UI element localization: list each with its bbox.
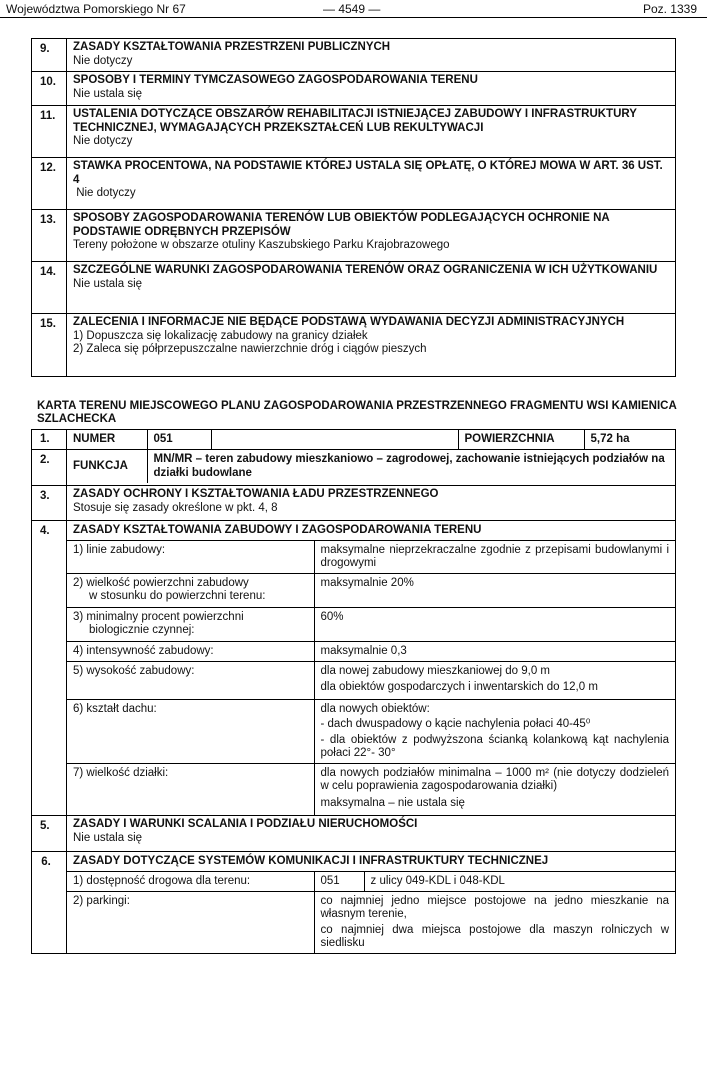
- row-number: 11.: [32, 106, 67, 158]
- row-title: ZALECENIA I INFORMACJE NIE BĘDĄCE PODSTAWĄ WYDAWANIA DECYZJI ADMINISTRACYJNYCH: [73, 316, 625, 328]
- journal-title: Województwa Pomorskiego Nr 67: [6, 2, 186, 16]
- page-number: — 4549 —: [323, 2, 381, 16]
- powierzchnia-value: 5,72 ha: [584, 430, 675, 449]
- item-value: co najmniej dwa miejsca postojowe dla maszyn rolniczych w siedlisku: [320, 923, 669, 949]
- table-row: [32, 852, 676, 954]
- table-row: [32, 430, 676, 450]
- subtable-row: [67, 661, 675, 699]
- row-title: SPOSOBY ZAGOSPODAROWANIA TERENÓW LUB OBIEKTÓW PODLEGAJĄCYCH OCHRONIE NA PODSTAWIE ODRĘBNYCH PRZEPISÓW: [73, 212, 610, 238]
- row-number: 9.: [32, 39, 67, 72]
- funkcja-label: FUNKCJA: [67, 450, 147, 483]
- item-value: maksymalne nieprzekraczalne zgodnie z przepisami budowlanymi i drogowymi: [314, 540, 675, 573]
- subtable-row: [67, 763, 675, 815]
- row-text: Nie dotyczy: [73, 54, 133, 67]
- table-row: [32, 262, 676, 314]
- row-text: 2) Zaleca się półprzepuszczalne nawierzchnie dróg i ciągów pieszych: [73, 343, 427, 355]
- row-text: Nie dotyczy: [73, 135, 133, 147]
- zabudowa-subtable: [67, 540, 675, 816]
- row-number: 10.: [32, 72, 67, 106]
- item-value: maksymalnie 20%: [314, 573, 675, 607]
- item-value: dla nowej zabudowy mieszkaniowej do 9,0 m: [320, 664, 550, 677]
- subtable-row: [67, 891, 675, 953]
- row-number: 5.: [32, 816, 67, 852]
- row-title: STAWKA PROCENTOWA, NA PODSTAWIE KTÓREJ USTALA SIĘ OPŁATĘ, O KTÓREJ MOWA W ART. 36 UST. 4: [73, 160, 663, 186]
- item-label: 6) kształt dachu:: [67, 699, 314, 763]
- item-label-cont: biologicznie czynnej:: [89, 624, 195, 636]
- subtable-row: [67, 699, 675, 763]
- row-number: 1.: [32, 430, 67, 450]
- row-number: 13.: [32, 210, 67, 262]
- table-row: [32, 39, 676, 72]
- row-number: 2.: [32, 450, 67, 486]
- row-text: 1) Dopuszcza się lokalizację zabudowy na granicy działek: [73, 329, 368, 342]
- karta-table: [31, 429, 676, 954]
- funkcja-row: [67, 450, 675, 483]
- row-text: Nie ustala się: [73, 277, 143, 290]
- position-number: Poz. 1339: [642, 2, 697, 16]
- item-value: maksymalnie 0,3: [314, 641, 675, 661]
- row-title: ZASADY I WARUNKI SCALANIA I PODZIAŁU NIERUCHOMOŚCI: [73, 818, 418, 830]
- row-title: ZASADY KSZTAŁTOWANIA PRZESTRZENI PUBLICZNYCH: [73, 41, 391, 53]
- komunikacja-subtable: [67, 871, 675, 954]
- table-row: [32, 816, 676, 852]
- row-number: 12.: [32, 158, 67, 210]
- row-number: 4.: [32, 521, 67, 816]
- row-number: 3.: [32, 486, 67, 521]
- table-row: [32, 106, 676, 158]
- item-value: co najmniej jedno miejsce postojowe na jedno mieszkanie na własnym terenie,: [320, 894, 669, 920]
- item-label: 7) wielkość działki:: [67, 763, 314, 815]
- table-row: [32, 486, 676, 521]
- item-label: 4) intensywność zabudowy:: [67, 641, 314, 661]
- top-table: [31, 38, 676, 377]
- item-value: dla obiektów gospodarczych i inwentarskich do 12,0 m: [320, 681, 598, 693]
- row-number: 6.: [32, 852, 67, 954]
- item-label: 3) minimalny procent powierzchni: [73, 610, 244, 623]
- row-text: Stosuje się zasady określone w pkt. 4, 8: [73, 501, 278, 514]
- item-label: 5) wysokość zabudowy:: [67, 661, 314, 699]
- subtable-row: [67, 871, 675, 891]
- row-number: 15.: [32, 314, 67, 377]
- row-number: 14.: [32, 262, 67, 314]
- table-row: [32, 210, 676, 262]
- subtable-row: [67, 607, 675, 641]
- table-row: [32, 72, 676, 106]
- item-value: - dla obiektów z podwyższona ścianką kolankową kąt nachylenia połaci 22°- 30°: [320, 733, 669, 759]
- row-text: Nie dotyczy: [73, 187, 136, 199]
- row-title: SPOSOBY I TERMINY TYMCZASOWEGO ZAGOSPODAROWANIA TERENU: [73, 74, 478, 86]
- item-label: 1) linie zabudowy:: [67, 540, 314, 573]
- table-row: [32, 521, 676, 816]
- row-title: ZASADY OCHRONY I KSZTAŁTOWANIA ŁADU PRZESTRZENNEGO: [73, 488, 439, 500]
- item-value: dla nowych podziałów minimalna – 1000 m² (nie dotyczy dodzieleń w celu poprawienia zagospodarowania działki): [320, 766, 669, 792]
- table-row: [32, 158, 676, 210]
- row-title: ZASADY DOTYCZĄCE SYSTEMÓW KOMUNIKACJI I INFRASTRUKTURY TECHNICZNEJ: [73, 855, 549, 867]
- item-value: maksymalna – nie ustala się: [320, 796, 465, 809]
- numer-label: NUMER: [67, 430, 147, 449]
- funkcja-value: MN/MR – teren zabudowy mieszkaniowo – zagrodowej, zachowanie istniejących podziałów na działki budowlane: [147, 450, 675, 483]
- row-text: Nie ustala się: [73, 831, 143, 844]
- item-value: z ulicy 049-KDL i 048-KDL: [364, 871, 675, 891]
- row-title: SZCZEGÓLNE WARUNKI ZAGOSPODAROWANIA TERENÓW ORAZ OGRANICZENIA W ICH UŻYTKOWANIU: [73, 264, 658, 276]
- item-label: 1) dostępność drogowa dla terenu:: [67, 871, 314, 891]
- subtable-row: [67, 573, 675, 607]
- item-value: dla nowych obiektów:: [320, 702, 430, 715]
- item-code: 051: [314, 871, 364, 891]
- row-title: ZASADY KSZTAŁTOWANIA ZABUDOWY I ZAGOSPODAROWANIA TERENU: [73, 524, 482, 536]
- item-value: - dach dwuspadowy o kącie nachylenia połaci 40-45⁰: [320, 718, 591, 730]
- item-label: 2) parkingi:: [67, 891, 314, 953]
- empty-cell: [211, 430, 458, 449]
- item-label-cont: w stosunku do powierzchni terenu:: [89, 590, 266, 602]
- row-text: Tereny położone w obszarze otuliny Kaszubskiego Parku Krajobrazowego: [73, 239, 450, 251]
- powierzchnia-label: POWIERZCHNIA: [458, 430, 584, 449]
- numer-row: [67, 430, 675, 449]
- numer-value: 051: [147, 430, 211, 449]
- page-header: [0, 0, 707, 18]
- row-text: Nie ustala się: [73, 87, 143, 100]
- row-title: USTALENIA DOTYCZĄCE OBSZARÓW REHABILITACJI ISTNIEJĄCEJ ZABUDOWY I INFRASTRUKTURY TECHNICZNEJ, WYMAGAJĄCYCH PRZEKSZTAŁCEŃ LUB REKULTYWACJI: [73, 108, 637, 134]
- subtable-row: [67, 540, 675, 573]
- karta-title: KARTA TERENU MIEJSCOWEGO PLANU ZAGOSPODAROWANIA PRZESTRZENNEGO FRAGMENTU WSI KAMIENICA SZLACHECKA: [37, 400, 677, 425]
- table-row: [32, 450, 676, 486]
- item-label: 2) wielkość powierzchni zabudowy: [73, 576, 249, 589]
- item-value: 60%: [314, 607, 675, 641]
- subtable-row: [67, 641, 675, 661]
- table-row: [32, 314, 676, 377]
